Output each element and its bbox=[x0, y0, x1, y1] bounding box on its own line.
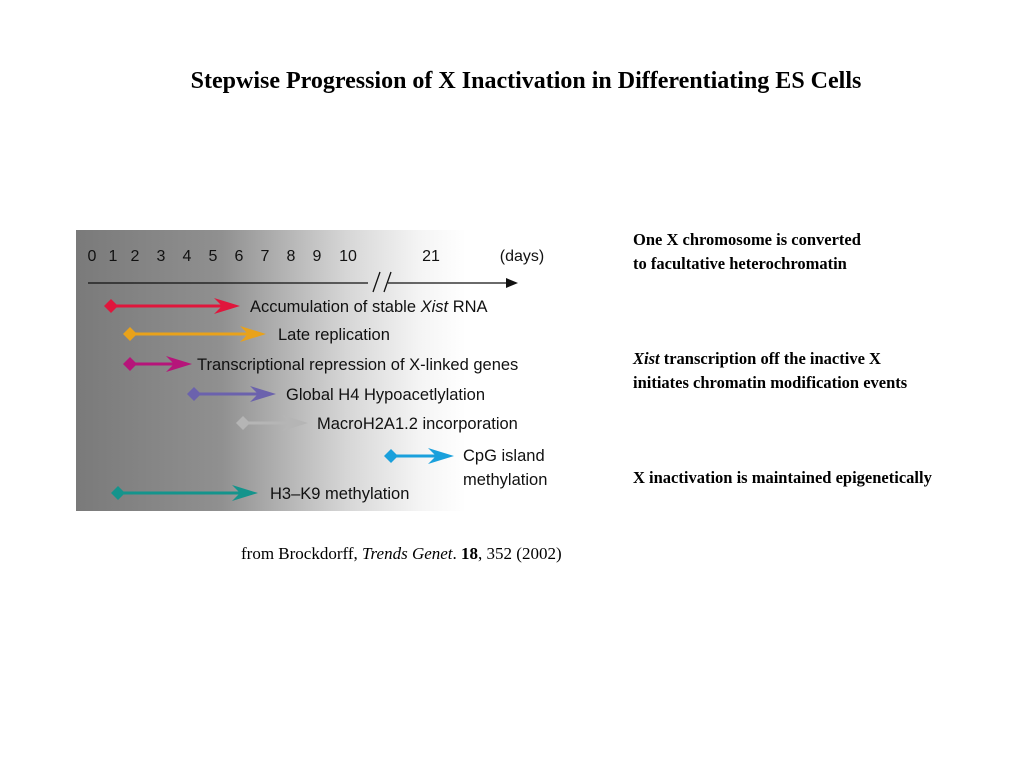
citation-sep: . bbox=[452, 544, 462, 563]
note-italic-xist: Xist bbox=[633, 349, 660, 368]
day-label-5: 5 bbox=[208, 248, 218, 265]
day-label-0: 0 bbox=[87, 248, 97, 265]
event-label-h4-hypoacetylation: Global H4 Hypoacetlylation bbox=[286, 386, 486, 404]
note-text: transcription off the inactive X bbox=[659, 349, 881, 368]
note-line: initiates chromatin modification events bbox=[633, 373, 908, 392]
citation bbox=[241, 544, 562, 564]
event-label-macroh2a: MacroH2A1.2 incorporation bbox=[317, 415, 518, 433]
citation-volume: 18 bbox=[461, 544, 479, 563]
event-label-xist-rna: Accumulation of stable Xist RNA bbox=[250, 298, 488, 316]
event-label-late-replication: Late replication bbox=[278, 326, 390, 344]
event-label-transcriptional-repression: Transcriptional repression of X-linked genes bbox=[197, 356, 519, 374]
note-line: to facultative heterochromatin bbox=[633, 254, 847, 273]
note-line: X inactivation is maintained epigenetically bbox=[633, 468, 932, 487]
slide-title: Stepwise Progression of X Inactivation in Differentiating ES Cells bbox=[190, 68, 862, 94]
citation-rest: , 352 (2002) bbox=[478, 544, 562, 563]
citation-journal: Trends Genet bbox=[362, 544, 453, 563]
event-label-h3k9: H3–K9 methylation bbox=[270, 485, 410, 503]
day-label-4: 4 bbox=[182, 248, 192, 265]
day-label-9: 9 bbox=[312, 248, 322, 265]
day-label-6: 6 bbox=[234, 248, 244, 265]
note-maintained-epigenetically bbox=[633, 466, 1018, 490]
day-label-1: 1 bbox=[108, 248, 118, 265]
citation-prefix: from Brockdorff, bbox=[241, 544, 363, 563]
note-xist-transcription bbox=[633, 347, 1018, 395]
days-unit-label: (days) bbox=[499, 248, 545, 265]
note-line: One X chromosome is converted bbox=[633, 230, 861, 249]
day-label-8: 8 bbox=[286, 248, 296, 265]
event-label-cpg-line2: methylation bbox=[463, 471, 548, 489]
day-label-10: 10 bbox=[339, 248, 357, 265]
event-label-cpg-line1: CpG island bbox=[463, 447, 545, 465]
day-label-2: 2 bbox=[130, 248, 140, 265]
note-facultative-heterochromatin bbox=[633, 228, 1018, 276]
x-inactivation-timeline-diagram bbox=[76, 230, 596, 512]
day-label-21: 21 bbox=[422, 248, 440, 265]
note-line bbox=[633, 347, 1018, 371]
day-label-3: 3 bbox=[156, 248, 166, 265]
day-label-7: 7 bbox=[260, 248, 270, 265]
